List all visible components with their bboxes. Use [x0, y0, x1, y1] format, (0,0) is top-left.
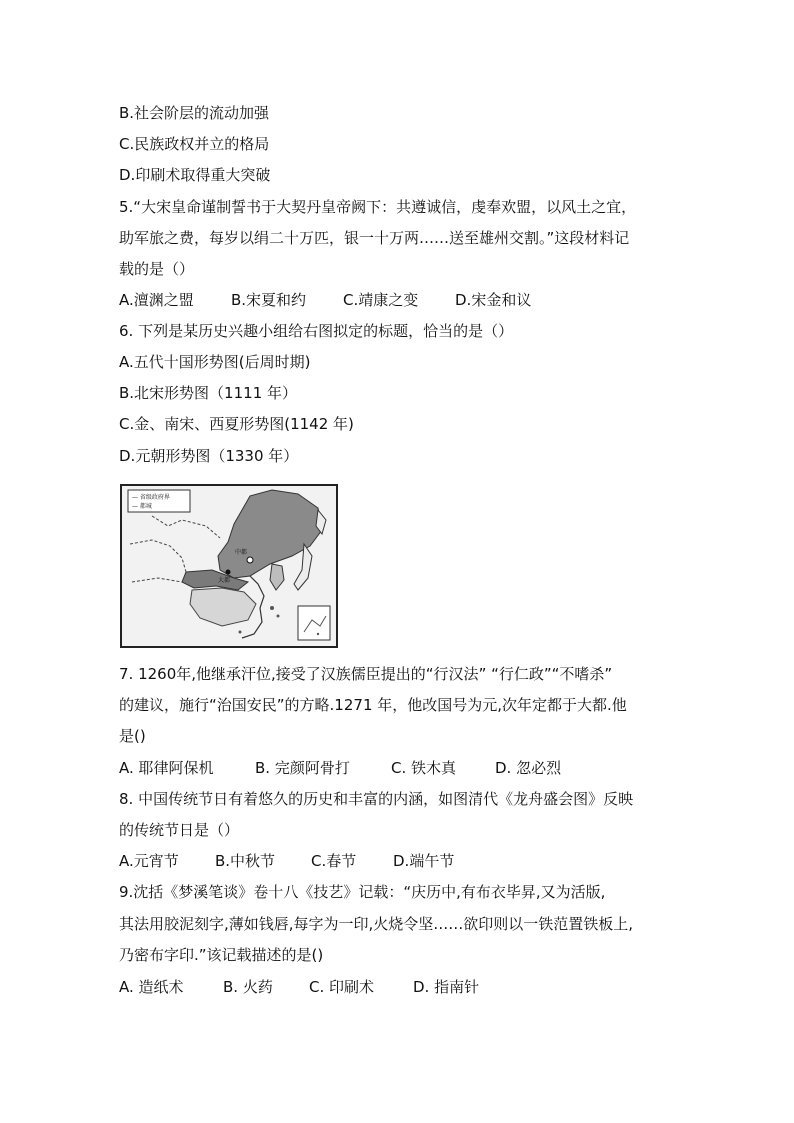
q8-stem-line1: 8. 中国传统节日有着悠久的历史和丰富的内涵，如图清代《龙舟盛会图》反映 [119, 790, 634, 808]
q7-option-a: A. 耶律阿保机 [119, 759, 214, 777]
historical-map [120, 484, 338, 648]
q5-options [119, 290, 531, 310]
q8-options [119, 851, 454, 871]
map-legend-item-2: — 都城 [132, 503, 152, 510]
q6-option-b: B.北宋形势图（1111 年） [119, 384, 298, 402]
q7-option-b: B. 完颜阿骨打 [255, 759, 350, 777]
q8-option-c: C.春节 [311, 852, 357, 870]
q5-option-c: C.靖康之变 [343, 291, 419, 309]
map-label-2: 大都 [218, 577, 231, 584]
map-legend-item-1: — 省级政府界 [132, 494, 170, 501]
q7-stem-line2: 的建议，施行“治国安民”的方略.1271 年，他改国号为元,次年定都于大都.他 [119, 696, 627, 714]
q6-option-c: C.金、南宋、西夏形势图(1142 年) [119, 415, 354, 433]
q7-option-d: D. 忽必烈 [495, 759, 562, 777]
q7-options [119, 758, 561, 778]
q4-option-b: B.社会阶层的流动加强 [119, 104, 270, 122]
q8-option-d: D.端午节 [393, 852, 455, 870]
q6-option-a: A.五代十国形势图(后周时期) [119, 353, 311, 371]
map-label-1: 中都 [235, 549, 248, 556]
q5-option-b: B.宋夏和约 [231, 291, 307, 309]
q8-option-a: A.元宵节 [119, 852, 179, 870]
q8-option-b: B.中秋节 [215, 852, 276, 870]
q9-option-d: D. 指南针 [413, 978, 480, 996]
q9-stem-line2: 其法用胶泥刻字,薄如钱唇,每字为一印,火烧令坚……欲印则以一铁范置铁板上, [119, 915, 634, 933]
q5-stem-line1: 5.“大宋皇命谨制誓书于大契丹皇帝阙下：共遵诚信，虔奉欢盟，以风土之宜， [119, 198, 637, 216]
q9-option-c: C. 印刷术 [309, 978, 375, 996]
q5-option-a: A.澶渊之盟 [119, 291, 194, 309]
q7-stem-line1: 7. 1260年,他继承汗位,接受了汉族儒臣提出的“行汉法” “行仁政”“不嗜杀” [119, 665, 613, 683]
q7-stem-line3: 是() [119, 727, 146, 745]
q9-stem-line1: 9.沈括《梦溪笔谈》卷十八《技艺》记载：“庆历中,有布衣毕昇,又为活版, [119, 883, 606, 901]
q4-option-c: C.民族政权并立的格局 [119, 135, 270, 153]
q9-option-b: B. 火药 [223, 978, 273, 996]
q5-stem-line2: 助军旅之费，每岁以绢二十万匹，银一十万两……送至雄州交割。”这段材料记 [119, 229, 630, 247]
q9-stem-line3: 乃密布字印.”该记载描述的是() [119, 946, 324, 964]
map-drawing [122, 486, 336, 646]
q6-stem: 6. 下列是某历史兴趣小组给右图拟定的标题，恰当的是（） [119, 322, 514, 340]
q9-options [119, 977, 479, 997]
q8-stem-line2: 的传统节日是（） [119, 821, 240, 839]
q7-option-c: C. 铁木真 [391, 759, 457, 777]
q5-stem-line3: 载的是（） [119, 260, 195, 278]
q4-option-d: D.印刷术取得重大突破 [119, 166, 271, 184]
q9-option-a: A. 造纸术 [119, 978, 184, 996]
q5-option-d: D.宋金和议 [455, 291, 532, 309]
q6-option-d: D.元朝形势图（1330 年） [119, 447, 299, 465]
